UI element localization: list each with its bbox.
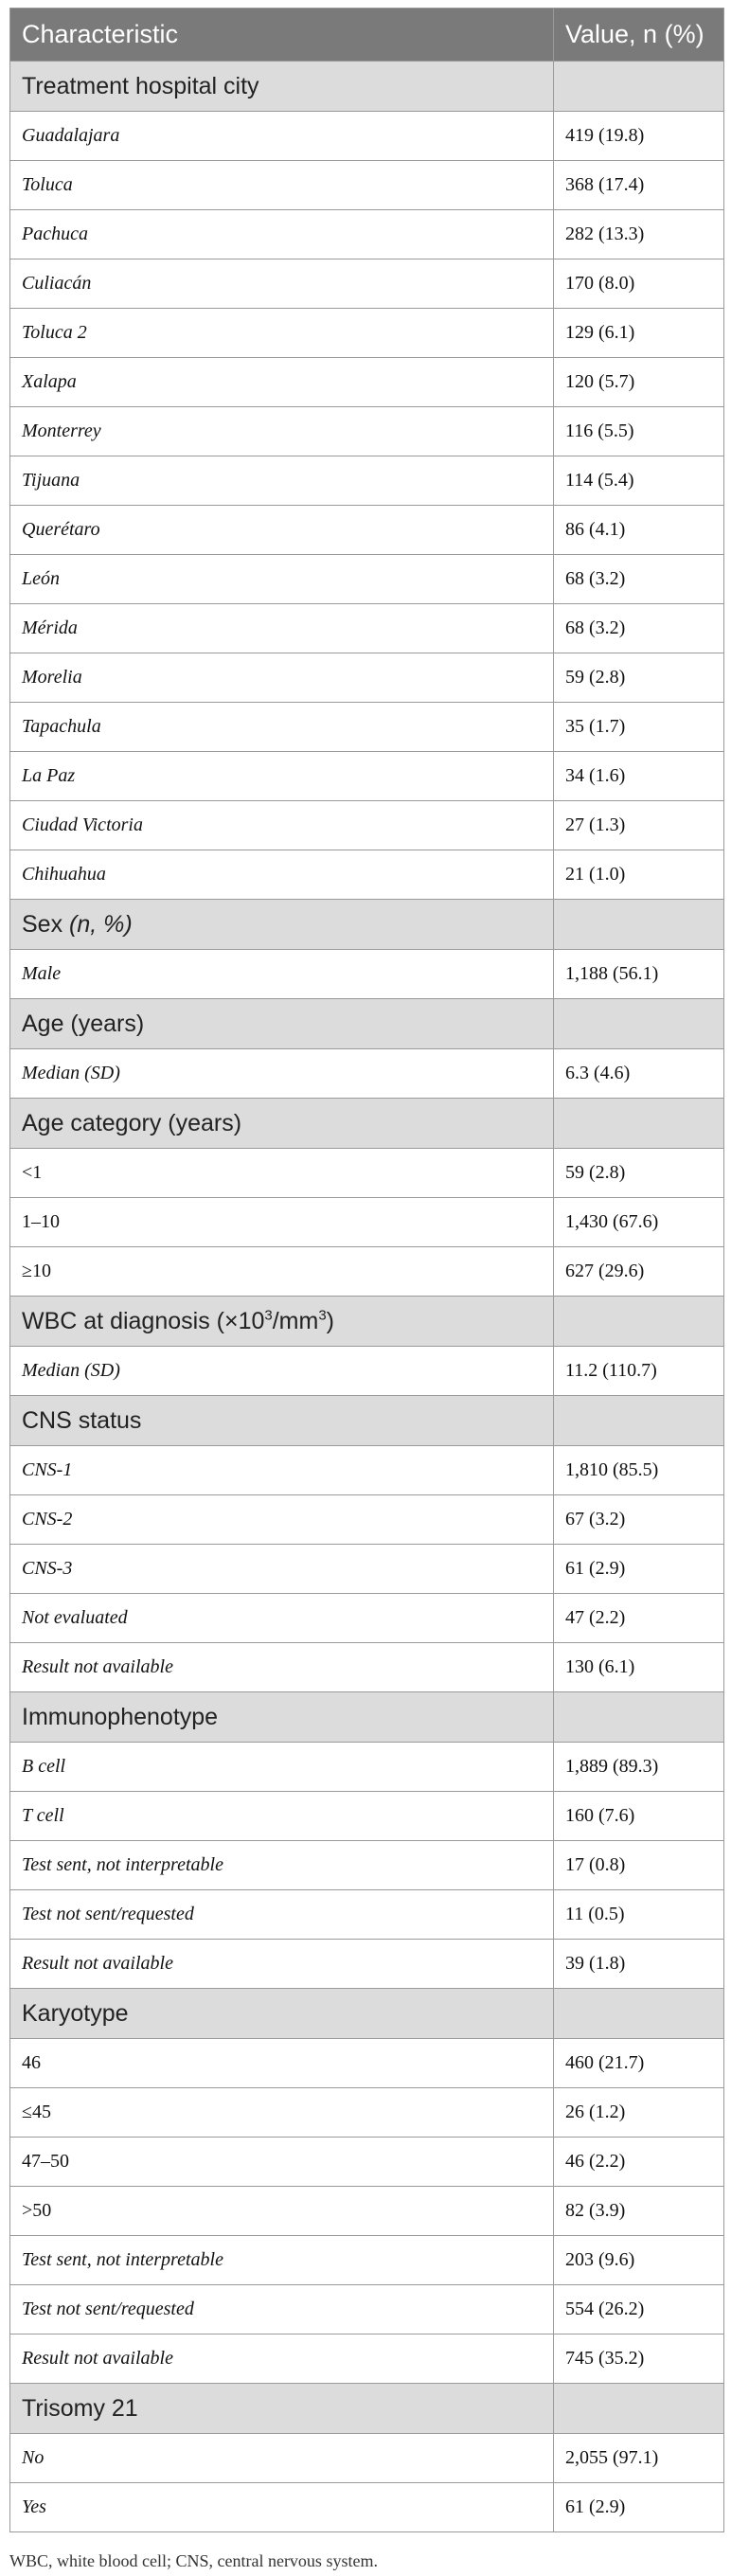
table-row xyxy=(10,161,724,210)
table-body xyxy=(10,62,724,2532)
row-value: 86 (4.1) xyxy=(554,506,724,555)
row-label: CNS-3 xyxy=(10,1545,554,1594)
section-title-text: CNS status xyxy=(22,1406,142,1434)
row-label: Guadalajara xyxy=(10,112,554,161)
row-label: Test sent, not interpretable xyxy=(10,2236,554,2285)
header-characteristic: Characteristic xyxy=(10,9,554,62)
row-label: No xyxy=(10,2434,554,2483)
table-row xyxy=(10,2434,724,2483)
section-value-empty xyxy=(554,2384,724,2434)
row-value: 1,430 (67.6) xyxy=(554,1198,724,1247)
section-title xyxy=(10,1297,554,1347)
table-row xyxy=(10,1198,724,1247)
row-value: 2,055 (97.1) xyxy=(554,2434,724,2483)
row-label: La Paz xyxy=(10,752,554,801)
table-row xyxy=(10,1792,724,1841)
table-row xyxy=(10,2039,724,2088)
table-row xyxy=(10,1643,724,1692)
row-value: 1,188 (56.1) xyxy=(554,950,724,999)
table-row xyxy=(10,555,724,604)
row-value: 203 (9.6) xyxy=(554,2236,724,2285)
section-header-row xyxy=(10,1692,724,1743)
row-label: Test not sent/requested xyxy=(10,1890,554,1940)
row-value: 116 (5.5) xyxy=(554,407,724,456)
table-row xyxy=(10,2236,724,2285)
row-value: 745 (35.2) xyxy=(554,2334,724,2384)
table-row xyxy=(10,407,724,456)
row-value: 11 (0.5) xyxy=(554,1890,724,1940)
row-label: Xalapa xyxy=(10,358,554,407)
table-row xyxy=(10,2285,724,2334)
row-value: 130 (6.1) xyxy=(554,1643,724,1692)
row-label: Pachuca xyxy=(10,210,554,259)
row-value: 68 (3.2) xyxy=(554,604,724,653)
table-row xyxy=(10,259,724,309)
table-row xyxy=(10,1841,724,1890)
row-label: Tapachula xyxy=(10,703,554,752)
row-label: Median (SD) xyxy=(10,1049,554,1099)
table-row xyxy=(10,2187,724,2236)
characteristics-table xyxy=(9,8,724,2532)
section-title-text: Age category (years) xyxy=(22,1109,242,1136)
section-value-empty xyxy=(554,62,724,112)
table-footnote: WBC, white blood cell; CNS, central nervous system. xyxy=(9,2551,378,2570)
section-title xyxy=(10,2384,554,2434)
row-value: 114 (5.4) xyxy=(554,456,724,506)
section-value-empty xyxy=(554,1297,724,1347)
row-value: 47 (2.2) xyxy=(554,1594,724,1643)
row-value: 368 (17.4) xyxy=(554,161,724,210)
section-title xyxy=(10,999,554,1049)
row-value: 27 (1.3) xyxy=(554,801,724,850)
section-title xyxy=(10,1396,554,1446)
section-value-empty xyxy=(554,1692,724,1743)
row-value: 1,810 (85.5) xyxy=(554,1446,724,1495)
row-value: 35 (1.7) xyxy=(554,703,724,752)
table-row xyxy=(10,752,724,801)
row-label: >50 xyxy=(10,2187,554,2236)
row-label: Toluca xyxy=(10,161,554,210)
row-label: Median (SD) xyxy=(10,1347,554,1396)
row-label: CNS-2 xyxy=(10,1495,554,1545)
table-row xyxy=(10,1890,724,1940)
row-label: Yes xyxy=(10,2483,554,2532)
row-label: Test not sent/requested xyxy=(10,2285,554,2334)
row-value: 82 (3.9) xyxy=(554,2187,724,2236)
section-title-unit: $/mm^3$) xyxy=(272,1307,334,1334)
section-value-empty xyxy=(554,1989,724,2039)
row-value: 160 (7.6) xyxy=(554,1792,724,1841)
row-value: 46 (2.2) xyxy=(554,2138,724,2187)
row-value: 17 (0.8) xyxy=(554,1841,724,1890)
row-label: CNS-1 xyxy=(10,1446,554,1495)
section-value-empty xyxy=(554,1396,724,1446)
row-value: 282 (13.3) xyxy=(554,210,724,259)
table-row xyxy=(10,2138,724,2187)
row-label: B cell xyxy=(10,1743,554,1792)
section-header-row xyxy=(10,1099,724,1149)
table-row xyxy=(10,703,724,752)
row-label: 1–10 xyxy=(10,1198,554,1247)
row-value: 129 (6.1) xyxy=(554,309,724,358)
row-value: 39 (1.8) xyxy=(554,1940,724,1989)
row-label: Not evaluated xyxy=(10,1594,554,1643)
row-label: Culiacán xyxy=(10,259,554,309)
row-label: Toluca 2 xyxy=(10,309,554,358)
table-row xyxy=(10,1495,724,1545)
row-label: Tijuana xyxy=(10,456,554,506)
row-label: Ciudad Victoria xyxy=(10,801,554,850)
section-title-text: Karyotype xyxy=(22,1999,129,2027)
row-value: 59 (2.8) xyxy=(554,1149,724,1198)
row-label: Morelia xyxy=(10,653,554,703)
row-value: 67 (3.2) xyxy=(554,1495,724,1545)
row-label: T cell xyxy=(10,1792,554,1841)
section-title-superscript: 3 xyxy=(264,1307,273,1324)
row-label: Chihuahua xyxy=(10,850,554,900)
row-label: Result not available xyxy=(10,1940,554,1989)
section-header-row xyxy=(10,1297,724,1347)
row-value: 6.3 (4.6) xyxy=(554,1049,724,1099)
section-value-empty xyxy=(554,999,724,1049)
row-label: Male xyxy=(10,950,554,999)
section-title xyxy=(10,62,554,112)
row-label: Result not available xyxy=(10,1643,554,1692)
table-row xyxy=(10,604,724,653)
row-label: Querétaro xyxy=(10,506,554,555)
section-header-row xyxy=(10,1989,724,2039)
section-title-text: Treatment hospital city xyxy=(22,72,259,99)
row-label: León xyxy=(10,555,554,604)
row-label: <1 xyxy=(10,1149,554,1198)
section-header-row xyxy=(10,1396,724,1446)
section-title xyxy=(10,1989,554,2039)
section-title xyxy=(10,900,554,950)
row-value: 627 (29.6) xyxy=(554,1247,724,1297)
table-row xyxy=(10,2483,724,2532)
table-row xyxy=(10,801,724,850)
table-row xyxy=(10,2334,724,2384)
table-row xyxy=(10,653,724,703)
row-value: 170 (8.0) xyxy=(554,259,724,309)
table-row xyxy=(10,1049,724,1099)
row-value: 68 (3.2) xyxy=(554,555,724,604)
table-row xyxy=(10,1247,724,1297)
table-row xyxy=(10,1446,724,1495)
table-row xyxy=(10,2088,724,2138)
section-title-text: Trisomy 21 xyxy=(22,2394,138,2422)
table-row xyxy=(10,456,724,506)
section-title-text: Immunophenotype xyxy=(22,1703,219,1730)
table-row xyxy=(10,1743,724,1792)
row-label: Mérida xyxy=(10,604,554,653)
section-title-text: WBC at diagnosis (×10 xyxy=(22,1307,265,1334)
table-row xyxy=(10,112,724,161)
section-title xyxy=(10,1692,554,1743)
section-value-empty xyxy=(554,900,724,950)
row-label: Result not available xyxy=(10,2334,554,2384)
table-row xyxy=(10,506,724,555)
table-container xyxy=(9,8,723,2532)
table-row xyxy=(10,1545,724,1594)
row-label: ≥10 xyxy=(10,1247,554,1297)
row-value: 21 (1.0) xyxy=(554,850,724,900)
section-header-row xyxy=(10,2384,724,2434)
row-value: 59 (2.8) xyxy=(554,653,724,703)
row-value: 120 (5.7) xyxy=(554,358,724,407)
row-label: 46 xyxy=(10,2039,554,2088)
table-row xyxy=(10,850,724,900)
table-row xyxy=(10,1149,724,1198)
header-value: Value, n (%) xyxy=(554,9,724,62)
row-value: 26 (1.2) xyxy=(554,2088,724,2138)
table-row xyxy=(10,210,724,259)
row-value: 61 (2.9) xyxy=(554,1545,724,1594)
row-value: 61 (2.9) xyxy=(554,2483,724,2532)
row-value: 419 (19.8) xyxy=(554,112,724,161)
section-title xyxy=(10,1099,554,1149)
table-row xyxy=(10,1940,724,1989)
row-value: 1,889 (89.3) xyxy=(554,1743,724,1792)
row-value: 11.2 (110.7) xyxy=(554,1347,724,1396)
section-header-row xyxy=(10,900,724,950)
header-row xyxy=(10,9,724,62)
section-title-text: Age (years) xyxy=(22,1010,145,1037)
row-label: Monterrey xyxy=(10,407,554,456)
section-header-row xyxy=(10,999,724,1049)
row-value: 554 (26.2) xyxy=(554,2285,724,2334)
section-header-row xyxy=(10,62,724,112)
row-label: ≤45 xyxy=(10,2088,554,2138)
row-label: 47–50 xyxy=(10,2138,554,2187)
row-value: 460 (21.7) xyxy=(554,2039,724,2088)
section-title-text: Sex xyxy=(22,910,70,938)
row-label: Test sent, not interpretable xyxy=(10,1841,554,1890)
table-row xyxy=(10,1347,724,1396)
section-value-empty xyxy=(554,1099,724,1149)
table-row xyxy=(10,1594,724,1643)
table-row xyxy=(10,309,724,358)
row-value: 34 (1.6) xyxy=(554,752,724,801)
table-row xyxy=(10,950,724,999)
table-row xyxy=(10,358,724,407)
section-title-note: (n, %) xyxy=(69,910,133,938)
